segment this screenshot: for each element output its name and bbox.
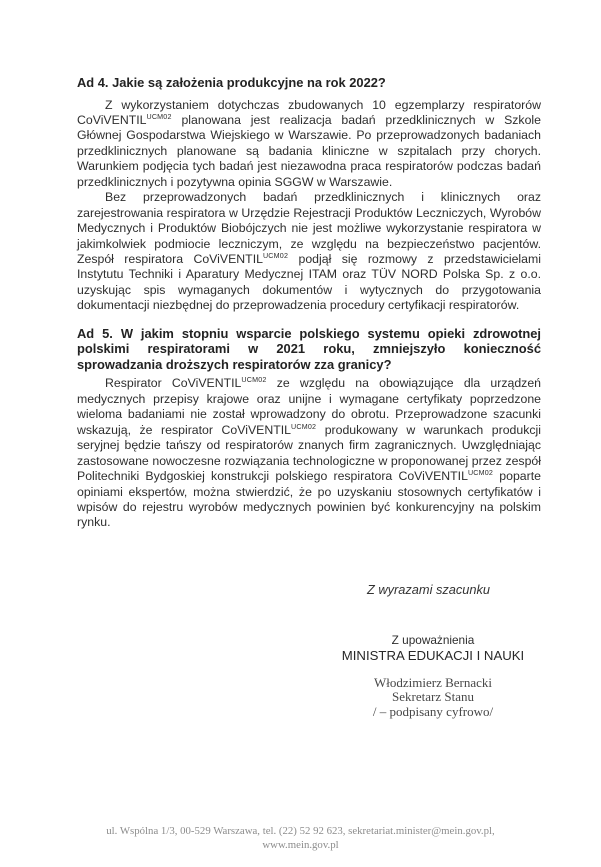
signature-name-block bbox=[323, 676, 543, 720]
signature-authority: MINISTRA EDUKACJI I NAUKI bbox=[341, 647, 525, 663]
footer-address-line: ul. Wspólna 1/3, 00-529 Warszawa, tel. (22) 52 92 623, sekretariat.minister@mein.gov.pl, bbox=[106, 825, 495, 837]
paragraph-ad5-market: Respirator CoViVENTIL$^{UCM02}$ ze względu na obowiązujące dla urządzeń medycznych przepisy krajowe oraz unijne i wymagane certyfikaty poprzedzone wieloma badaniami nie został wprowadzony do obrotu. Przeprowadzone szacunki wskazują, że respirator CoViVENTIL$^{UCM02}$ produkowany w warunkach produkcji seryjnej będzie tańszy od respiratorów znanych firm zagranicznych. Uwzględniając zastosowane nowoczesne rozwiązania technologiczne w proponowanej przez zespół Politechniki Bydgoskiej konstrukcji polskiego respiratora CoViVENTIL$^{UCM02}$ poparte opiniami ekspertów, można stwierdzić, że po uzyskaniu stosownych certyfikatów i wpisów do rejestru wyrobów medycznych powinien być konkurencyjny na polskim rynku. bbox=[77, 376, 542, 530]
question-heading-ad4: Ad 4. Jakie są założenia produkcyjne na rok 2022? bbox=[77, 75, 386, 90]
footer-website: www.mein.gov.pl bbox=[262, 838, 339, 851]
letter-body bbox=[77, 75, 541, 531]
paragraph-ad4-production: Z wykorzystaniem dotychczas zbudowanych 10 egzemplarzy respiratorów CoViVENTIL$^{UCM02}$ planowana jest realizacja badań przedklinicznych w Szkole Głównej Gospodarstwa Wiejskiego w Warszawie. Po przeprowadzonych badaniach przedklinicznych planowane są badania kliniczne w szpitalach przy chorych. Warunkiem podjęcia tych badań jest niezawodna praca respiratorów podczas badań przedklinicznych i pozytywna opinia SGGW w Warszawie. bbox=[77, 97, 541, 189]
question-heading-ad5: Ad 5. W jakim stopniu wsparcie polskiego systemu opieki zdrowotnej polskimi respiratorami w 2021 roku, zmniejszyło konieczność sprowadzania droższych respiratorów zza granicy? bbox=[77, 325, 541, 372]
signatory-name: Włodzimierz Bernacki bbox=[373, 674, 493, 690]
signature-authorization: Z upoważnienia bbox=[391, 633, 475, 647]
paragraph-ad4-certification: Bez przeprowadzonych badań przedklinicznych i klinicznych oraz zarejestrowania respiratora w Urzędzie Rejestracji Produktów Leczniczych, Wyrobów Medycznych i Produktów Biobójczych nie jest możliwe wykorzystanie respiratora w jakimkolwiek podmiocie leczniczym, ze względu na bezpieczeństwo pacjentów. Zespół respiratora CoViVENTIL$^{UCM02}$ podjął się rozmowy z przedstawicielami Instytutu Techniki i Aparatury Medycznej ITAM oraz TÜV NORD Polska Sp. z o.o. uzyskując spis wymaganych dokumentów i wytycznych do przygotowania dokumentacji niezbędnej do przeprowadzenia procedury certyfikacji respiratorów. bbox=[77, 190, 541, 313]
signature-block bbox=[323, 633, 543, 719]
digital-signature-note: / – podpisany cyfrowo/ bbox=[372, 703, 494, 719]
signatory-title: Sekretarz Stanu bbox=[392, 689, 474, 705]
letter-footer bbox=[0, 825, 601, 853]
closing-salutation: Z wyrazami szacunku bbox=[367, 582, 491, 597]
